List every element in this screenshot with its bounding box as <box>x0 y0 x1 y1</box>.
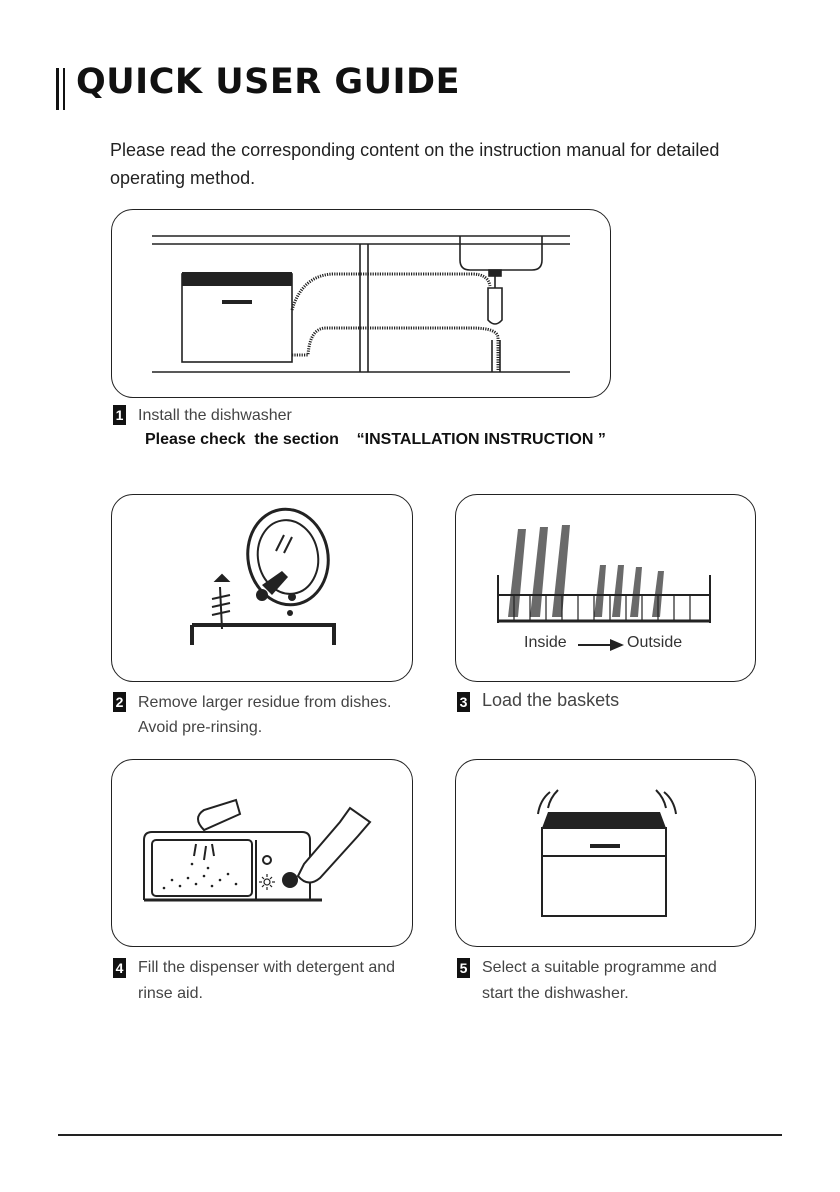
step-5-badge: 5 <box>457 958 470 978</box>
title-accent-bar-thin <box>63 68 65 110</box>
title-accent-bar <box>56 68 59 110</box>
step-4-badge: 4 <box>113 958 126 978</box>
arrow-right-icon <box>578 639 624 651</box>
detergent-fill-illustration <box>112 760 414 948</box>
step-1-note: Please check the section “INSTALLATION INSTRUCTION ” <box>145 431 606 448</box>
step-4-panel <box>111 759 413 947</box>
step-1-panel <box>111 209 611 398</box>
step-2-panel <box>111 494 413 682</box>
basket-load-illustration <box>456 495 757 683</box>
step-3-panel <box>455 494 756 682</box>
footer-rule <box>58 1134 782 1136</box>
intro-text: Please read the corresponding content on the instruction manual for detailed operating method. <box>110 140 720 188</box>
step-2-badge: 2 <box>113 692 126 712</box>
step-1-caption: Install the dishwasher <box>138 407 292 424</box>
step-5-caption-line1: Select a suitable programme and <box>482 959 717 976</box>
step-4-caption-line2: rinse aid. <box>138 985 203 1002</box>
label-outside: Outside <box>627 634 683 651</box>
dishwasher-install-illustration <box>112 210 612 399</box>
step-5-panel <box>455 759 756 947</box>
label-inside: Inside <box>524 634 567 651</box>
step-4-caption-line1: Fill the dispenser with detergent and <box>138 959 396 976</box>
start-dishwasher-illustration <box>456 760 757 948</box>
step-2-caption-line1: Remove larger residue from dishes. <box>138 694 392 711</box>
step-2-caption-line2: Avoid pre-rinsing. <box>138 719 263 736</box>
step-5-caption-line2: start the dishwasher. <box>482 985 629 1002</box>
step-3-caption: Load the baskets <box>482 690 620 710</box>
scrape-dish-illustration <box>112 495 414 683</box>
step-3-badge: 3 <box>457 692 470 712</box>
step-1-badge: 1 <box>113 405 126 425</box>
page-title: QUICK USER GUIDE <box>76 62 460 102</box>
